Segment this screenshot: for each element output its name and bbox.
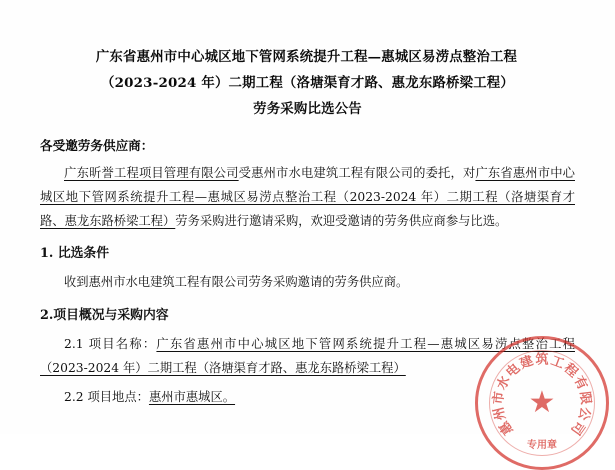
seal-arc-char: 电 bbox=[503, 360, 524, 381]
intro-project-name: 广东省惠州市中心城区地下管网系统提升工程—惠城区易涝点整治工程（2023-2024 年）二期工程（洛塘渠育才路、惠龙东路桥梁工程） bbox=[40, 166, 575, 228]
section-2-heading bbox=[40, 304, 575, 327]
section-1-number: 1. bbox=[40, 246, 54, 262]
salutation: 各受邀劳务供应商： bbox=[40, 138, 154, 154]
section-1-body bbox=[40, 271, 575, 295]
intro-paragraph bbox=[40, 162, 575, 233]
title-line-3: 劳务采购比选公告 bbox=[253, 101, 362, 118]
seal-arc-char: 工 bbox=[548, 353, 567, 373]
intro-agency-name: 广东昕誉工程项目管理有限公司 bbox=[64, 166, 239, 181]
item-1-value: 广东省惠州市中心城区地下管网系统提升工程—惠城区易涝点整治工程（2023-2024 年）二期工程（洛塘渠育才路、惠龙东路桥梁工程） bbox=[40, 336, 575, 375]
seal-arc-char: 程 bbox=[560, 360, 581, 381]
seal-arc-char: 限 bbox=[576, 390, 593, 406]
intro-text-1: 受惠州市水电建筑工程有限公司的委托，对 bbox=[238, 166, 476, 181]
document-title-block bbox=[40, 44, 575, 122]
seal-arc-char: 筑 bbox=[535, 352, 549, 368]
section-2-item-1 bbox=[40, 333, 575, 380]
section-2-item-2 bbox=[40, 386, 575, 410]
section-1-body-text: 收到惠州市水电建筑工程有限公司劳务采购邀请的劳务供应商。 bbox=[64, 275, 409, 290]
seal-arc-char: 有 bbox=[570, 373, 590, 393]
seal-arc-char: 州 bbox=[491, 405, 510, 422]
star-icon: ★ bbox=[528, 385, 556, 420]
seal-arc-char: 公 bbox=[574, 405, 593, 422]
section-1-title: 比选条件 bbox=[57, 246, 110, 262]
title-line-2: （2023-2024 年）二期工程（洛塘渠育才路、惠龙东路桥梁工程） bbox=[101, 75, 514, 92]
title-line-1: 广东省惠州市中心城区地下管网系统提升工程—惠城区易涝点整治工程 bbox=[95, 49, 518, 65]
section-1-heading bbox=[40, 242, 575, 265]
seal-arc-char: 水 bbox=[494, 373, 514, 393]
seal-bottom-text: 专用章 bbox=[527, 440, 557, 451]
section-2-title: 项目概况与采购内容 bbox=[53, 307, 169, 323]
seal-arc-char: 市 bbox=[491, 390, 508, 406]
intro-text-2: 劳务采购进行邀请采购，欢迎受邀请的劳务供应商参与比选。 bbox=[175, 213, 508, 228]
seal-arc-char: 惠 bbox=[496, 418, 517, 438]
item-2-value: 惠州市惠城区。 bbox=[148, 390, 236, 405]
item-2-label: 2.2 项目地点： bbox=[64, 390, 149, 405]
seal-arc-char: 司 bbox=[567, 418, 588, 438]
section-2-number: 2. bbox=[40, 307, 54, 323]
item-1-label: 2.1 项目名称： bbox=[64, 336, 157, 351]
seal-arc-char: 建 bbox=[517, 353, 536, 373]
